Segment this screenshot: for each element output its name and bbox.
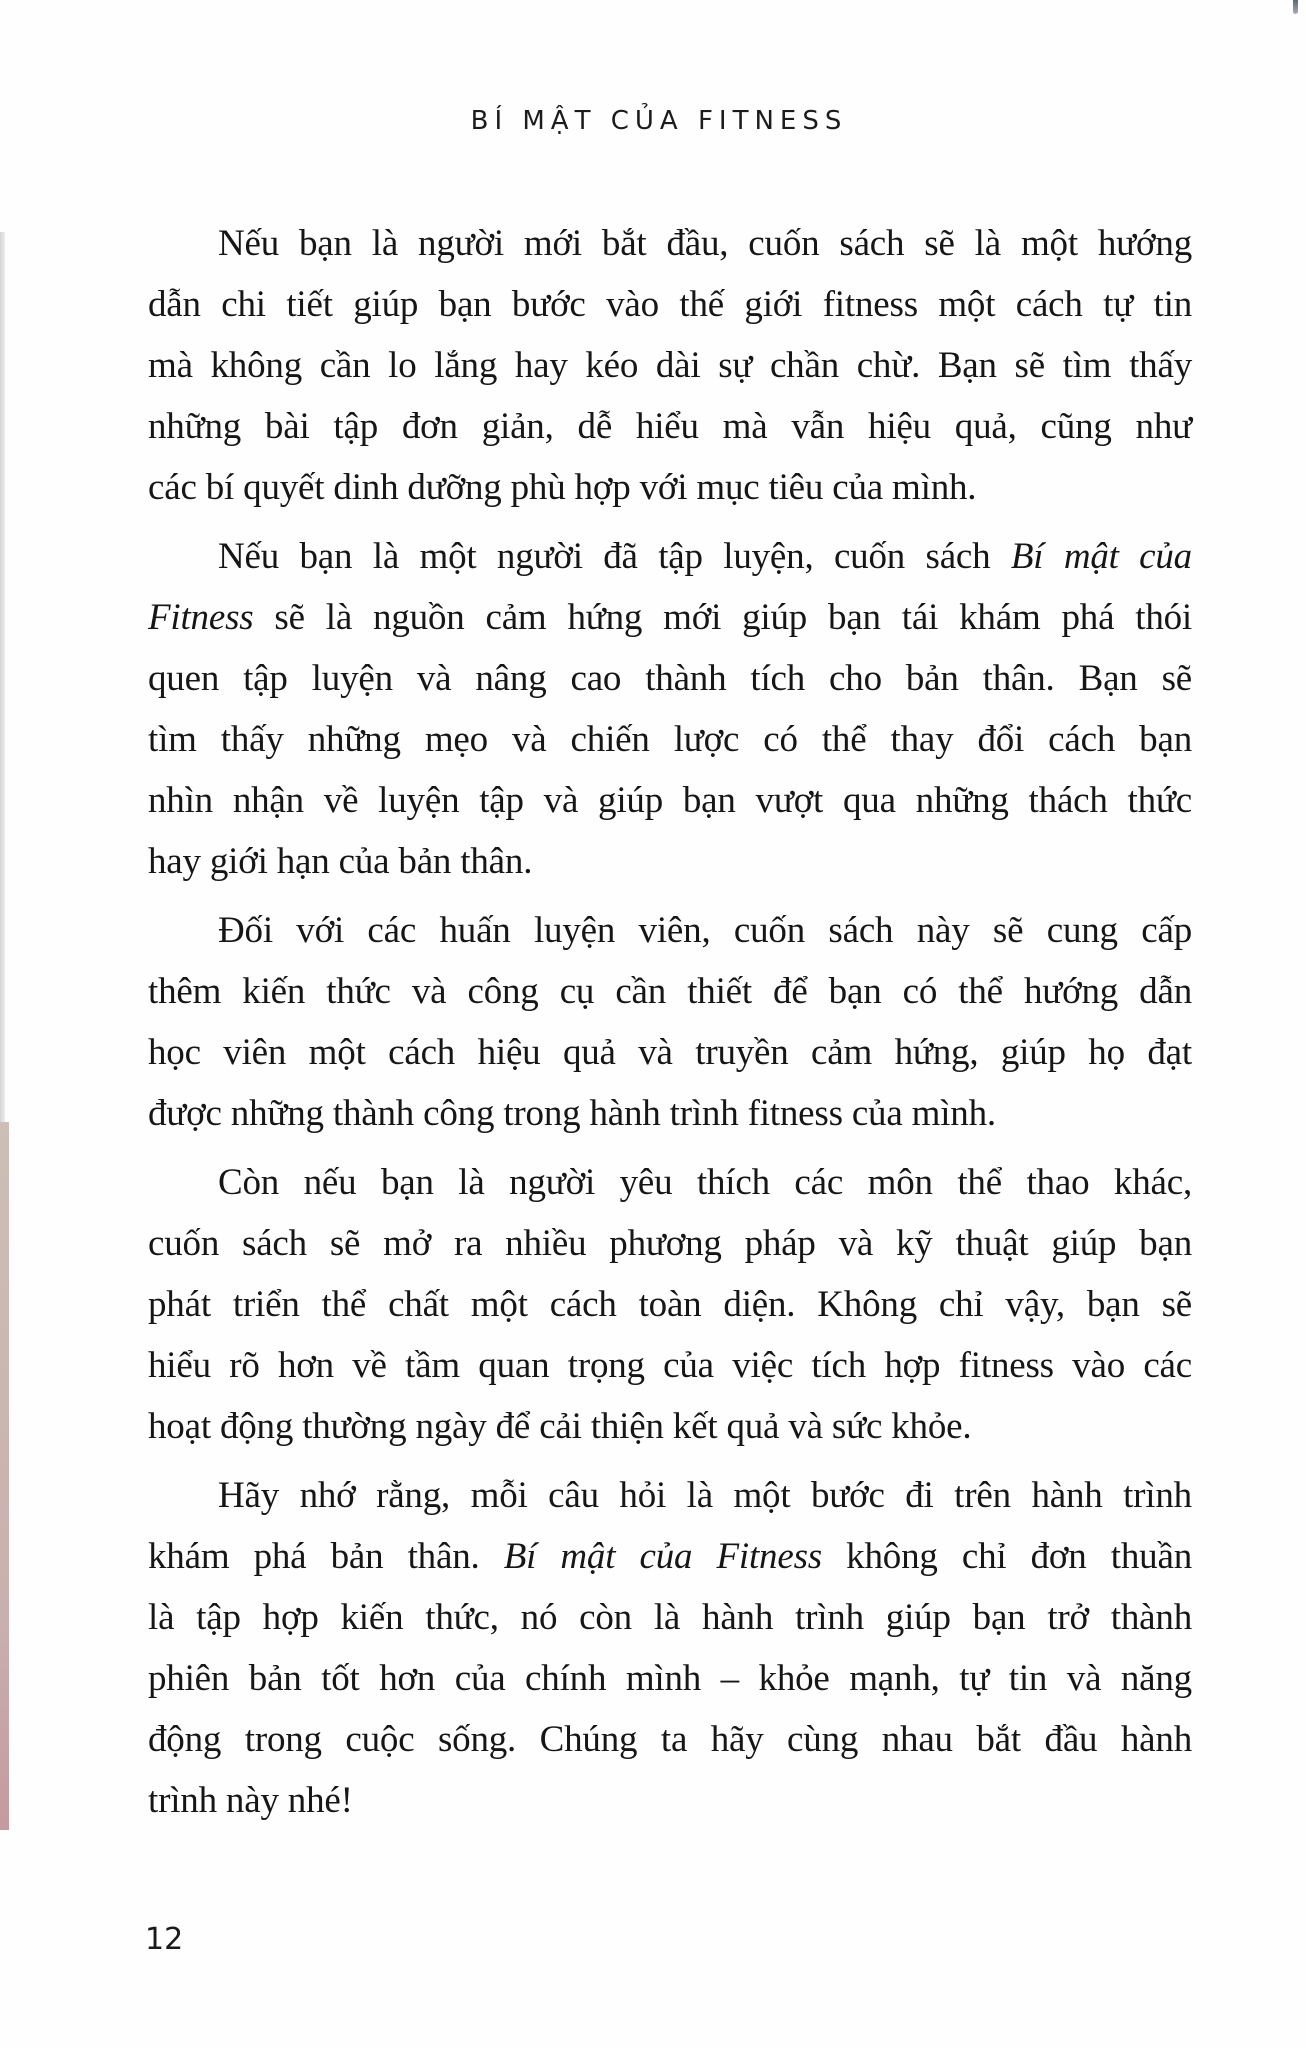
scan-corner-mark — [1293, 0, 1298, 14]
text-line: Hãy nhớ rằng, mỗi câu hỏi là một bước đi trên hành trình — [218, 1475, 1192, 1516]
page-number: 12 — [145, 1922, 184, 1957]
text-line: Đối với các huấn luyện viên, cuốn sách này sẽ cung cấp — [218, 910, 1192, 951]
text-line: cuốn sách sẽ mở ra nhiều phương pháp và kỹ thuật giúp bạn — [148, 1223, 1192, 1264]
body-text — [148, 213, 1192, 1839]
text-line — [148, 587, 1192, 648]
text-line: nhìn nhận về luyện tập và giúp bạn vượt qua những thách thức — [148, 780, 1192, 821]
text-line: hoạt động thường ngày để cải thiện kết quả và sức khỏe. — [148, 1406, 972, 1447]
text-line: phát triển thể chất một cách toàn diện. Không chỉ vậy, bạn sẽ — [148, 1284, 1192, 1325]
text-line: dẫn chi tiết giúp bạn bước vào thế giới fitness một cách tự tin — [148, 284, 1192, 325]
text-line: được những thành công trong hành trình fitness của mình. — [148, 1093, 996, 1134]
text-line: các bí quyết dinh dưỡng phù hợp với mục tiêu của mình. — [148, 467, 977, 508]
book-title-italic: Fitness — [148, 597, 254, 638]
text-line: những bài tập đơn giản, dễ hiểu mà vẫn hiệu quả, cũng như — [148, 406, 1192, 447]
text-line: thêm kiến thức và công cụ cần thiết để bạn có thể hướng dẫn — [148, 971, 1192, 1012]
text-segment: sẽ là nguồn cảm hứng mới giúp bạn tái khám phá thói — [253, 597, 1192, 638]
book-title-italic: Bí mật của — [1010, 536, 1192, 577]
text-line: hay giới hạn của bản thân. — [148, 841, 533, 882]
paragraph-other-sports — [148, 1152, 1192, 1457]
text-line: trình này nhé! — [148, 1780, 353, 1821]
paragraph-conclusion — [148, 1465, 1192, 1831]
text-segment: không chỉ đơn thuần — [821, 1536, 1192, 1577]
running-header: BÍ MẬT CỦA FITNESS — [470, 106, 848, 136]
text-line: mà không cần lo lắng hay kéo dài sự chần chừ. Bạn sẽ tìm thấy — [148, 345, 1192, 386]
text-line — [148, 1526, 1192, 1587]
text-segment: Nếu bạn là một người đã tập luyện, cuốn sách — [218, 536, 1011, 577]
text-line: học viên một cách hiệu quả và truyền cảm hứng, giúp họ đạt — [148, 1032, 1192, 1073]
text-line — [148, 526, 1192, 587]
text-line: phiên bản tốt hơn của chính mình – khỏe mạnh, tự tin và năng — [148, 1658, 1192, 1699]
text-line: Nếu bạn là người mới bắt đầu, cuốn sách sẽ là một hướng — [218, 223, 1192, 264]
paragraph-beginners — [148, 213, 1192, 518]
text-line: Còn nếu bạn là người yêu thích các môn thể thao khác, — [218, 1162, 1192, 1203]
text-line: động trong cuộc sống. Chúng ta hãy cùng nhau bắt đầu hành — [148, 1719, 1192, 1760]
book-title-italic: Bí mật của Fitness — [503, 1536, 822, 1577]
text-line: tìm thấy những mẹo và chiến lược có thể thay đổi cách bạn — [148, 719, 1192, 760]
text-line: hiểu rõ hơn về tầm quan trọng của việc tích hợp fitness vào các — [148, 1345, 1192, 1386]
page-edge-strip-tinted — [0, 1122, 9, 1830]
paragraph-trainers — [148, 900, 1192, 1144]
text-line: quen tập luyện và nâng cao thành tích cho bản thân. Bạn sẽ — [148, 658, 1192, 699]
page-edge-strip — [0, 232, 5, 1122]
paragraph-experienced — [148, 526, 1192, 892]
text-segment: khám phá bản thân. — [148, 1536, 504, 1577]
text-line: là tập hợp kiến thức, nó còn là hành trình giúp bạn trở thành — [148, 1597, 1192, 1638]
